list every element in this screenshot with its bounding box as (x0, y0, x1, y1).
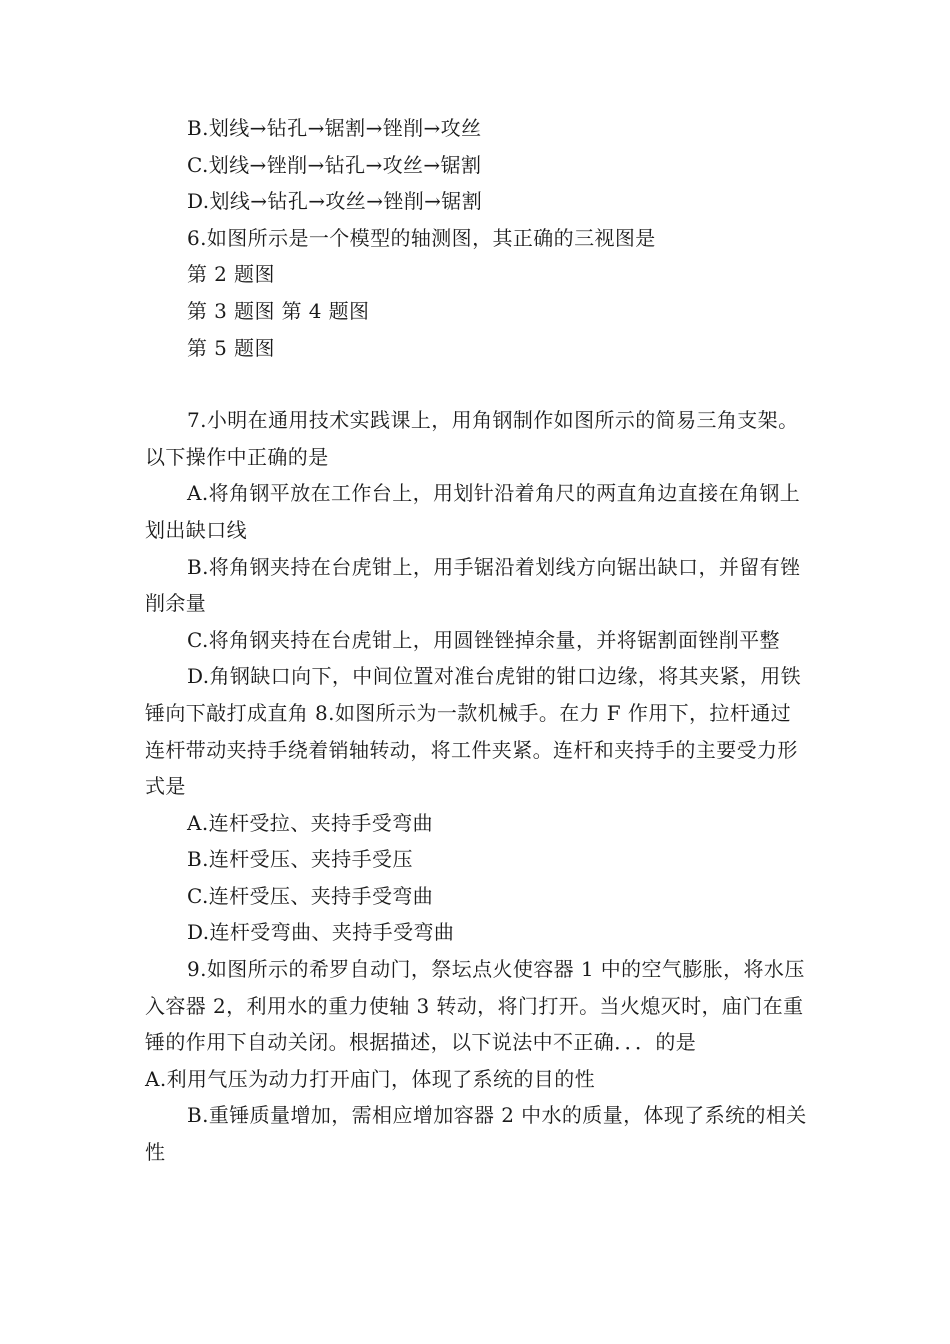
q9-option-a: A.利用气压为动力打开庙门，体现了系统的目的性 (145, 1066, 596, 1091)
blank-gap (145, 366, 810, 402)
q8-option-a: A.连杆受拉、夹持手受弯曲 (187, 810, 434, 835)
q6-stem: 6.如图所示是一个模型的轴测图，其正确的三视图是 (187, 225, 656, 250)
q5-option-c: C.划线→锉削→钻孔→攻丝→锯割 (187, 152, 482, 177)
q9-option-b: B.重锤质量增加，需相应增加容器 2 中水的质量，体现了系统的相关性 (145, 1103, 807, 1165)
figure-caption-q3-q4: 第 3 题图 第 4 题图 (187, 298, 370, 323)
figure-caption-q5: 第 5 题图 (187, 335, 275, 360)
q7-option-d-and-q8-stem: D.角钢缺口向下，中间位置对准台虎钳的钳口边缘，将其夹紧，用铁锤向下敲打成直角 8.如图所示为一款机械手。在力 F 作用下，拉杆通过连杆带动夹持手绕着销轴转动，将工件夹紧。连杆和夹持手的主要受力形式是 (145, 664, 802, 799)
figure-caption-q2: 第 2 题图 (187, 262, 275, 287)
q5-option-d: D.划线→钻孔→攻丝→锉削→锯割 (187, 189, 483, 214)
q8-option-c: C.连杆受压、夹持手受弯曲 (187, 883, 434, 908)
document-body (145, 110, 810, 1171)
q9-stem: 9.如图所示的希罗自动门，祭坛点火使容器 1 中的空气膨胀，将水压入容器 2，利用水的重力使轴 3 转动，将门打开。当火熄灭时，庙门在重锤的作用下自动关闭。根据描述，以下说法中不正确．．．的是 (145, 957, 805, 1055)
q7-option-c: C.将角钢夹持在台虎钳上，用圆锉锉掉余量，并将锯割面锉削平整 (187, 627, 780, 652)
q8-option-b: B.连杆受压、夹持手受压 (187, 847, 413, 872)
q7-option-a: A.将角钢平放在工作台上，用划针沿着角尺的两直角边直接在角钢上划出缺口线 (145, 481, 801, 542)
q7-option-b: B.将角钢夹持在台虎钳上，用手锯沿着划线方向锯出缺口，并留有锉削余量 (145, 554, 801, 616)
q7-stem: 7.小明在通用技术实践课上，用角钢制作如图所示的简易三角支架。以下操作中正确的是 (145, 408, 799, 469)
q5-option-b: B.划线→钻孔→锯割→锉削→攻丝 (187, 116, 482, 140)
q8-option-d: D.连杆受弯曲、夹持手受弯曲 (187, 920, 455, 945)
